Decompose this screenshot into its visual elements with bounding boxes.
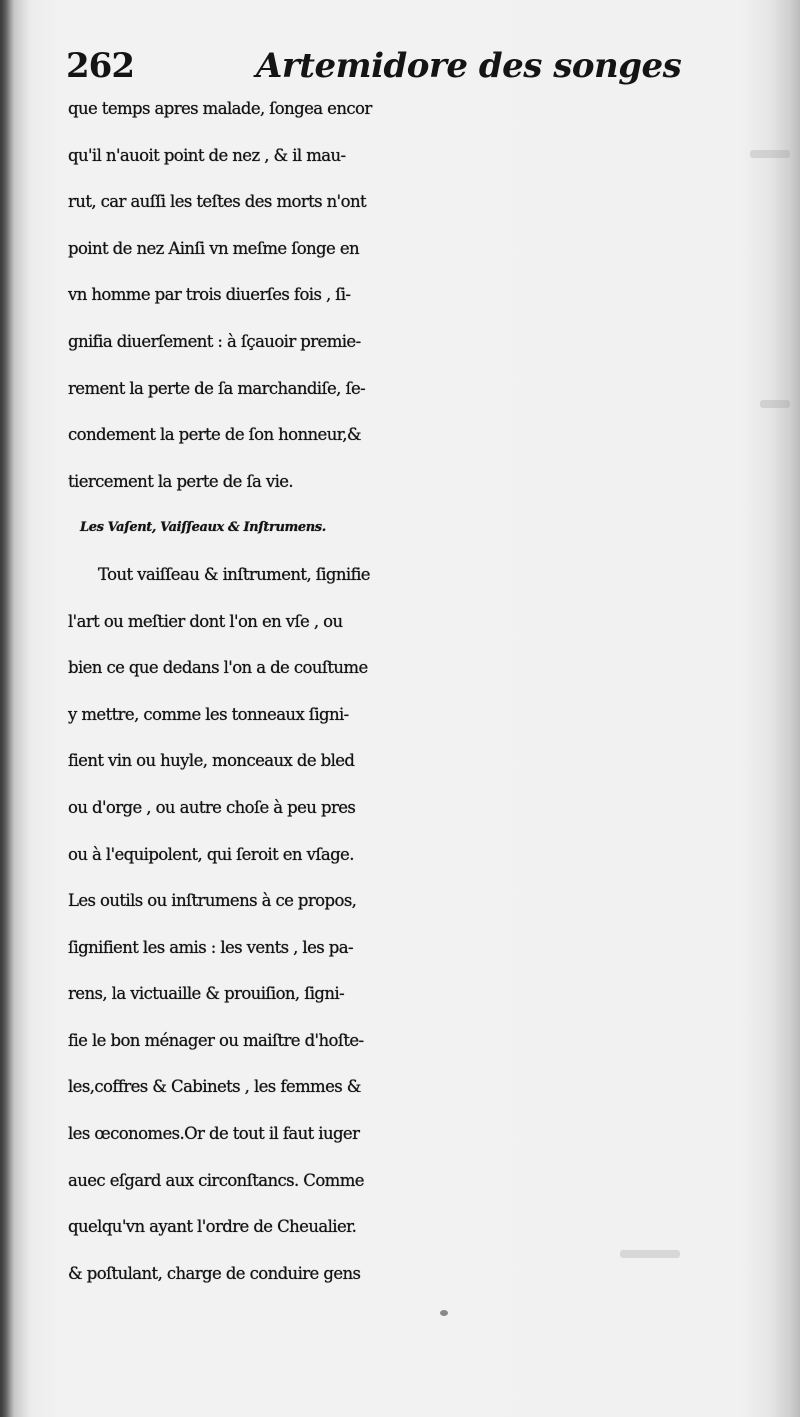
body-text [68,86,768,1297]
text-line: qu'il n'auoit point de nez , & il mau- [68,145,346,165]
text-line: y mettre, comme les tonneaux ſigni- [68,704,349,724]
page-gutter-shadow [0,0,14,1417]
text-line: rens, la victuaille & prouiſion, ſigni- [68,984,345,1004]
running-title: Artemidore des songes [256,46,682,86]
text-line: ou d'orge , ou autre choſe à peu pres [68,797,356,817]
text-line: rement la perte de ſa marchandiſe, ſe- [68,378,366,398]
text-line: tiercement la perte de ſa vie. [68,471,294,491]
text-line: les,coffres & Cabinets , les femmes & [68,1077,361,1097]
text-line: fie le bon ménager ou maiſtre d'hoſte- [68,1030,364,1050]
page-number: 262 [66,46,134,86]
text-line: Les outils ou inſtrumens à ce propos, [68,891,357,911]
paper-stain [440,1310,448,1316]
page-header [66,42,746,88]
text-line: & poſtulant, charge de conduire gens [68,1263,361,1283]
text-line: rut, car auſſi les teſtes des morts n'ont [68,192,367,212]
text-line: point de nez Ainſi vn meſme ſonge en [68,238,360,258]
text-line: ſignifient les amis : les vents , les pa- [68,937,353,957]
text-line: l'art ou meſtier dont l'on en vſe , ou [68,611,343,631]
text-line: auec eſgard aux circonſtancs. Comme [68,1170,364,1190]
text-line: condement la perte de ſon honneur,& [68,425,361,445]
text-line: Tout vaiſſeau & inſtrument, ſignifie [98,564,370,584]
section-heading: Les Vaſent, Vaiſſeaux & Inſtrumens. [80,520,326,536]
text-line: les œconomes.Or de tout il faut iuger [68,1124,360,1144]
text-line: vn homme par trois diuerſes fois , ſi- [68,285,351,305]
text-line: que temps apres malade, ſongea encor [68,99,372,118]
text-line: gnifia diuerſement : à ſçauoir premie- [68,331,361,351]
text-line: ou à l'equipolent, qui ſeroit en vſage. [68,844,354,864]
text-line: fient vin ou huyle, monceaux de bled [68,751,355,771]
text-line: bien ce que dedans l'on a de couſtume [68,658,368,678]
text-line: quelqu'vn ayant l'ordre de Cheualier. [68,1217,357,1237]
